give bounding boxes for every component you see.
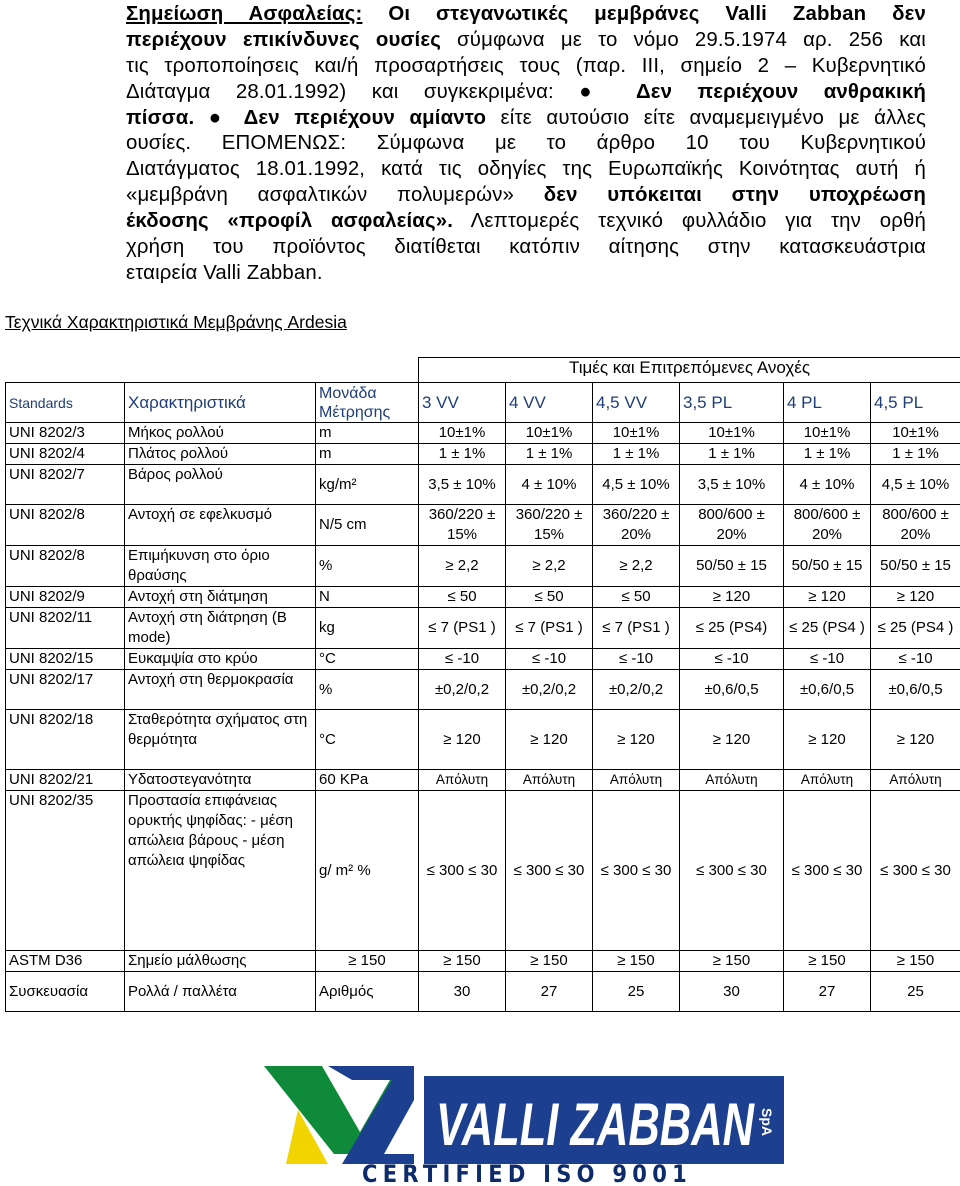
cell-value: ≤ 300 ≤ 30 xyxy=(680,791,784,951)
logo-spa-text: SpA xyxy=(759,1108,775,1136)
cell-value: ≤ 300 ≤ 30 xyxy=(506,791,593,951)
note-l9b: Λεπτομερές τεχνικό φυλλάδιο για την ορθή xyxy=(453,210,926,233)
table-row xyxy=(6,465,960,505)
cell-value: ≤ 300 ≤ 30 xyxy=(784,791,871,951)
header-col-5: 4 PL xyxy=(784,383,871,423)
header-col-1: 3 VV xyxy=(419,383,506,423)
cell-value: ≤ 25 (PS4 ) xyxy=(871,608,960,649)
cell-standard: UNI 8202/18 xyxy=(6,710,125,770)
cell-unit: °C xyxy=(316,649,419,670)
cell-characteristic: Προστασία επιφάνειας ορυκτής ψηφίδας: - μέση απώλεια βάρους - μέση απώλεια ψηφίδας xyxy=(125,791,316,951)
cell-characteristic: Ρολλά / παλλέτα xyxy=(125,972,316,1012)
cell-value: ≥ 120 xyxy=(593,710,680,770)
cell-characteristic: Αντοχή στη διάτρηση (B mode) xyxy=(125,608,316,649)
cell-value: 800/600 ± 20% xyxy=(784,505,871,546)
cell-value: ≤ -10 xyxy=(784,649,871,670)
group-header: Τιμές και Επιτρεπόμενες Ανοχές xyxy=(419,358,960,383)
cell-value: ≤ 50 xyxy=(506,587,593,608)
header-characteristics: Χαρακτηριστικά xyxy=(125,383,316,423)
cell-value: ≤ 300 ≤ 30 xyxy=(593,791,680,951)
cell-value: 1 ± 1% xyxy=(871,444,960,465)
cell-value: 25 xyxy=(593,972,680,1012)
section-title: Τεχνικά Χαρακτηριστικά Μεμβράνης Ardesia xyxy=(5,312,347,332)
cell-unit: kg xyxy=(316,608,419,649)
cell-unit: 60 KPa xyxy=(316,770,419,791)
cell-value: ±0,6/0,5 xyxy=(680,670,784,710)
cell-standard: UNI 8202/3 xyxy=(6,423,125,444)
cell-standard: UNI 8202/35 xyxy=(6,791,125,951)
cell-value: ≥ 120 xyxy=(871,710,960,770)
cell-characteristic: Υδατοστεγανότητα xyxy=(125,770,316,791)
cell-unit: ≥ 150 xyxy=(316,951,419,972)
header-col-3: 4,5 VV xyxy=(593,383,680,423)
cell-value: ≤ 7 (PS1 ) xyxy=(593,608,680,649)
cell-value: ≥ 150 xyxy=(680,951,784,972)
note-line-4 xyxy=(126,80,926,106)
cell-value: 10±1% xyxy=(871,423,960,444)
note-l5a: πίσσα. ● Δεν περιέχουν αμίαντο xyxy=(126,106,487,129)
cell-standard: ASTM D36 xyxy=(6,951,125,972)
cell-characteristic: Βάρος ρολλού xyxy=(125,465,316,505)
cell-value: ±0,2/0,2 xyxy=(593,670,680,710)
table-row xyxy=(6,505,960,546)
note-line-5 xyxy=(126,106,926,132)
cell-value: 1 ± 1% xyxy=(506,444,593,465)
cell-value: ≥ 120 xyxy=(784,710,871,770)
cell-characteristic: Ευκαμψία στο κρύο xyxy=(125,649,316,670)
table-row xyxy=(6,670,960,710)
cell-value: 360/220 ± 15% xyxy=(506,505,593,546)
cell-unit: m xyxy=(316,423,419,444)
header-col-4: 3,5 PL xyxy=(680,383,784,423)
note-l8b: δεν υπόκειται στην υποχρέωση xyxy=(514,184,926,207)
cell-value: 30 xyxy=(419,972,506,1012)
cell-value: 3,5 ± 10% xyxy=(680,465,784,505)
cell-unit: N xyxy=(316,587,419,608)
header-unit: Μονάδα Μέτρησης xyxy=(316,383,419,423)
note-line-3: τις τροποποίησεις και/ή προσαρτήσεις τους (παρ. III, σημείο 2 – Κυβερνητικό xyxy=(126,54,926,77)
logo-brand-text: VALLI ZABBAN xyxy=(436,1091,756,1158)
cell-standard: UNI 8202/8 xyxy=(6,505,125,546)
cell-value: ≥ 120 xyxy=(680,587,784,608)
cell-value: 50/50 ± 15 xyxy=(680,546,784,587)
logo-certified-text: CERTIFIED ISO 9001 xyxy=(362,1160,692,1186)
cell-value: 1 ± 1% xyxy=(419,444,506,465)
table-row xyxy=(6,791,960,951)
cell-unit: kg/m² xyxy=(316,465,419,505)
cell-value: 1 ± 1% xyxy=(593,444,680,465)
cell-value: ≥ 120 xyxy=(419,710,506,770)
cell-value: Απόλυτη xyxy=(871,770,960,791)
cell-value: ±0,2/0,2 xyxy=(506,670,593,710)
cell-standard: UNI 8202/21 xyxy=(6,770,125,791)
cell-value: 30 xyxy=(680,972,784,1012)
cell-value: ≤ 25 (PS4 ) xyxy=(784,608,871,649)
cell-value: ≤ -10 xyxy=(871,649,960,670)
table-row xyxy=(6,423,960,444)
cell-value: ≤ 7 (PS1 ) xyxy=(506,608,593,649)
table-row xyxy=(6,951,960,972)
cell-value: ≥ 2,2 xyxy=(419,546,506,587)
table-row xyxy=(6,972,960,1012)
cell-standard: UNI 8202/11 xyxy=(6,608,125,649)
note-line-2 xyxy=(126,28,926,54)
note-l2-bold: περιέχουν επικίνδυνες ουσίες xyxy=(126,28,441,51)
cell-standard: UNI 8202/17 xyxy=(6,670,125,710)
note-l4b: ● Δεν περιέχουν ανθρακική xyxy=(579,80,926,103)
cell-value: 4,5 ± 10% xyxy=(871,465,960,505)
note-line-1 xyxy=(126,2,926,28)
note-line-11: εταιρεία Valli Zabban. xyxy=(126,261,323,284)
note-label: Σημείωση Ασφαλείας: xyxy=(126,3,363,25)
cell-value: ≥ 2,2 xyxy=(506,546,593,587)
cell-unit: Αριθμός xyxy=(316,972,419,1012)
cell-value: 25 xyxy=(871,972,960,1012)
cell-characteristic: Σταθερότητα σχήματος στη θερμότητα xyxy=(125,710,316,770)
cell-value: 10±1% xyxy=(506,423,593,444)
cell-value: ≤ 300 ≤ 30 xyxy=(871,791,960,951)
cell-value: 10±1% xyxy=(784,423,871,444)
cell-characteristic: Επιμήκυνση στο όριο θραύσης xyxy=(125,546,316,587)
table-row xyxy=(6,444,960,465)
vz-emblem-icon xyxy=(264,1066,414,1164)
cell-characteristic: Σημείο μάλθωσης xyxy=(125,951,316,972)
cell-value: 50/50 ± 15 xyxy=(784,546,871,587)
cell-characteristic: Αντοχή στη διάτμηση xyxy=(125,587,316,608)
table-row xyxy=(6,770,960,791)
note-line-7: Διατάγματος 18.01.1992, κατά τις οδηγίες της Ευρωπαϊκής Κοινότητας αυτή ή xyxy=(126,158,926,181)
note-l5b: είτε αυτούσιο είτε αναμεμειγμένο με άλλες xyxy=(486,106,926,129)
note-l1: Οι στεγανωτικές μεμβράνες Valli Zabban δεν xyxy=(362,3,926,25)
note-line-6: ουσίες. ΕΠΟΜΕΝΩΣ: Σύμφωνα με το άρθρο 10 του Κυβερνητικού xyxy=(126,132,926,155)
cell-characteristic: Πλάτος ρολλού xyxy=(125,444,316,465)
cell-value: Απόλυτη xyxy=(419,770,506,791)
cell-value: Απόλυτη xyxy=(593,770,680,791)
cell-standard: Συσκευασία xyxy=(6,972,125,1012)
cell-value: Απόλυτη xyxy=(680,770,784,791)
cell-value: 4 ± 10% xyxy=(506,465,593,505)
cell-value: Απόλυτη xyxy=(506,770,593,791)
note-l2: σύμφωνα με το νόμο 29.5.1974 αρ. 256 και xyxy=(440,28,926,51)
cell-unit: m xyxy=(316,444,419,465)
cell-value: ≥ 2,2 xyxy=(593,546,680,587)
cell-value: ≥ 150 xyxy=(593,951,680,972)
cell-value: ≤ 50 xyxy=(419,587,506,608)
cell-value: ≤ -10 xyxy=(419,649,506,670)
cell-unit: g/ m² % xyxy=(316,791,419,951)
cell-value: 27 xyxy=(506,972,593,1012)
cell-value: ≤ -10 xyxy=(506,649,593,670)
cell-value: ≥ 120 xyxy=(784,587,871,608)
cell-unit: % xyxy=(316,670,419,710)
cell-value: ≤ 50 xyxy=(593,587,680,608)
cell-value: 800/600 ± 20% xyxy=(871,505,960,546)
cell-value: ≥ 150 xyxy=(784,951,871,972)
safety-note xyxy=(126,2,926,287)
table-row xyxy=(6,710,960,770)
cell-standard: UNI 8202/15 xyxy=(6,649,125,670)
cell-value: 360/220 ± 20% xyxy=(593,505,680,546)
note-l8a: «μεμβράνη ασφαλτικών πολυμερών» xyxy=(126,184,515,207)
cell-value: ≤ -10 xyxy=(593,649,680,670)
note-line-10: χρήση του προϊόντος διατίθεται κατόπιν αίτησης στην κατασκευάστρια xyxy=(126,236,926,259)
cell-value: ≤ 25 (PS4) xyxy=(680,608,784,649)
cell-value: 27 xyxy=(784,972,871,1012)
cell-characteristic: Μήκος ρολλού xyxy=(125,423,316,444)
cell-value: ≥ 150 xyxy=(506,951,593,972)
spec-table xyxy=(5,357,960,1012)
header-standards: Standards xyxy=(6,383,125,423)
spec-body xyxy=(6,423,960,1012)
cell-value: ≤ 7 (PS1 ) xyxy=(419,608,506,649)
cell-value: ≥ 120 xyxy=(680,710,784,770)
cell-value: 10±1% xyxy=(593,423,680,444)
cell-value: ≤ 300 ≤ 30 xyxy=(419,791,506,951)
cell-value: 4,5 ± 10% xyxy=(593,465,680,505)
header-col-2: 4 VV xyxy=(506,383,593,423)
table-row xyxy=(6,608,960,649)
valli-zabban-logo xyxy=(264,1060,784,1186)
cell-value: 1 ± 1% xyxy=(784,444,871,465)
cell-value: 360/220 ± 15% xyxy=(419,505,506,546)
cell-value: ≥ 120 xyxy=(506,710,593,770)
cell-unit: N/5 cm xyxy=(316,505,419,546)
cell-value: ±0,2/0,2 xyxy=(419,670,506,710)
cell-value: Απόλυτη xyxy=(784,770,871,791)
table-row xyxy=(6,649,960,670)
cell-value: ±0,6/0,5 xyxy=(784,670,871,710)
cell-characteristic: Αντοχή σε εφελκυσμό xyxy=(125,505,316,546)
cell-value: 4 ± 10% xyxy=(784,465,871,505)
cell-value: ≤ -10 xyxy=(680,649,784,670)
cell-value: 1 ± 1% xyxy=(680,444,784,465)
table-row xyxy=(6,546,960,587)
cell-value: 10±1% xyxy=(680,423,784,444)
cell-value: 50/50 ± 15 xyxy=(871,546,960,587)
cell-value: ≥ 120 xyxy=(871,587,960,608)
cell-characteristic: Αντοχή στη θερμοκρασία xyxy=(125,670,316,710)
cell-value: ≥ 150 xyxy=(871,951,960,972)
table-row xyxy=(6,587,960,608)
note-line-9 xyxy=(126,209,926,235)
cell-standard: UNI 8202/4 xyxy=(6,444,125,465)
cell-value: ≥ 150 xyxy=(419,951,506,972)
cell-value: 800/600 ± 20% xyxy=(680,505,784,546)
note-l9a: έκδοσης «προφίλ ασφαλείας». xyxy=(126,210,454,233)
cell-value: ±0,6/0,5 xyxy=(871,670,960,710)
cell-unit: °C xyxy=(316,710,419,770)
cell-standard: UNI 8202/9 xyxy=(6,587,125,608)
note-l4a: Διάταγμα 28.01.1992) και συγκεκριμένα: xyxy=(126,80,554,103)
header-col-6: 4,5 PL xyxy=(871,383,960,423)
cell-standard: UNI 8202/7 xyxy=(6,465,125,505)
note-line-8 xyxy=(126,183,926,209)
cell-value: 10±1% xyxy=(419,423,506,444)
cell-value: 3,5 ± 10% xyxy=(419,465,506,505)
cell-standard: UNI 8202/8 xyxy=(6,546,125,587)
cell-unit: % xyxy=(316,546,419,587)
